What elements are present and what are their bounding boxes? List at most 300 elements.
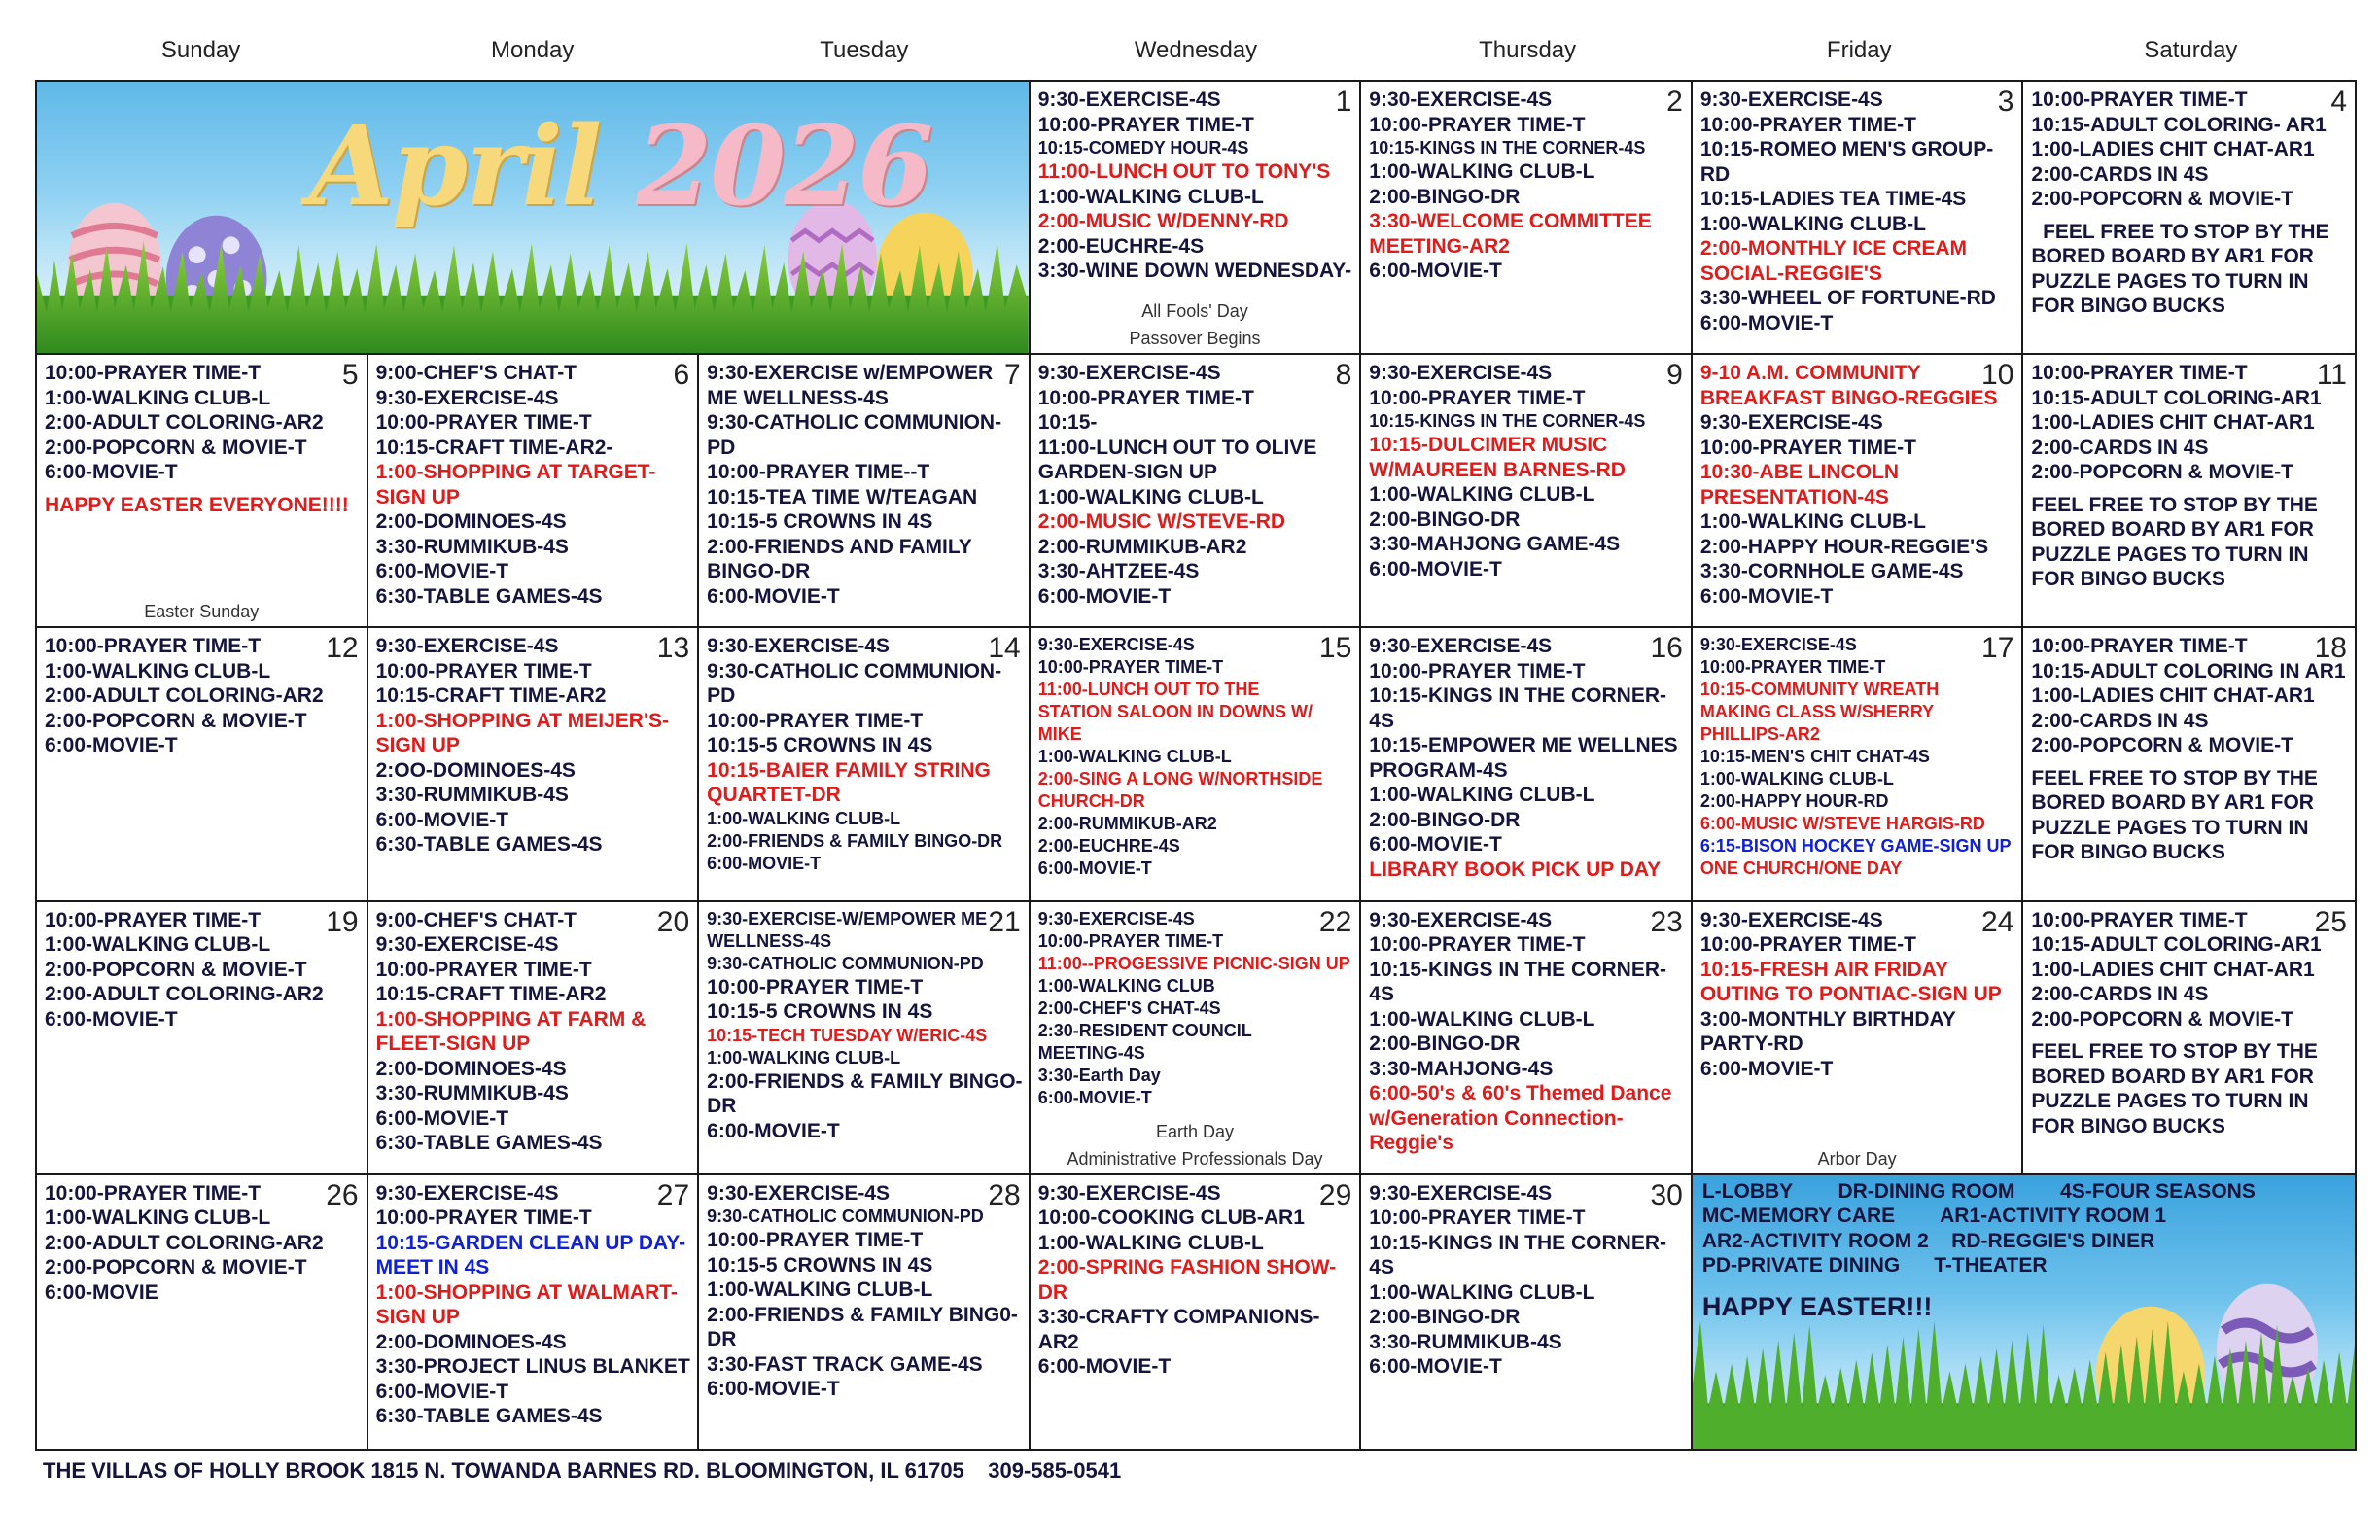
- event-line: 4S: [1369, 709, 1394, 732]
- event-line: 9:00-CHEF'S CHAT-T: [375, 908, 578, 931]
- event-line: 10:00-PRAYER TIME-T: [707, 975, 924, 998]
- day-cell: [2023, 355, 2355, 628]
- event-line: 9:30-EXERCISE-W/EMPOWER ME: [707, 908, 988, 928]
- event-line: 10:00-PRAYER TIME-T: [1699, 113, 1916, 136]
- event-line: SIGN UP: [375, 485, 460, 508]
- event-line: BINGO-DR: [707, 560, 811, 583]
- event-line: 10:15-CRAFT TIME-AR2: [375, 684, 607, 708]
- legend-easter-message: HAPPY EASTER!!!: [1701, 1291, 1933, 1321]
- event-line: 6:00-MOVIE-T: [707, 584, 840, 608]
- event-line: 10:15-KINGS IN THE CORNER-4S: [1369, 411, 1646, 432]
- event-line: 2:00-BINGO-DR: [1369, 185, 1521, 208]
- day-number: 26: [326, 1178, 359, 1211]
- event-line: 2:00-ADULT COLORING-AR2: [45, 983, 324, 1006]
- event-line: 3:30-RUMMIKUB-4S: [375, 535, 569, 558]
- event-line: 11:00-LUNCH OUT TO THE: [1037, 680, 1260, 700]
- day-cell: [1031, 82, 1362, 355]
- event-line: PUZZLE PAGES TO TURN IN: [2031, 542, 2309, 566]
- event-line: CHURCH-DR: [1037, 791, 1145, 812]
- event-line: 3:30-FAST TRACK GAME-4S: [707, 1352, 983, 1376]
- event-line: 9:30-EXERCISE-4S: [375, 386, 559, 409]
- event-line: MEET IN 4S: [375, 1256, 490, 1279]
- event-line: FEEL FREE TO STOP BY THE: [2031, 766, 2318, 789]
- event-line: PROGRAM-4S: [1369, 758, 1508, 782]
- event-line: 1:00-WALKING CLUB-L: [1369, 1280, 1595, 1304]
- event-line: 1:00-WALKING CLUB-L: [1699, 769, 1894, 789]
- event-line: 2:00-POPCORN & MOVIE-T: [2031, 461, 2293, 484]
- day-cell: [368, 902, 700, 1175]
- event-line: PRESENTATION-4S: [1699, 485, 1889, 508]
- event-line: 9:30-EXERCISE-4S: [375, 1181, 559, 1205]
- event-line: 2:00-FRIENDS & FAMILY BING0-: [707, 1303, 1018, 1326]
- event-line: 6:00-MUSIC W/STEVE HARGIS-RD: [1699, 814, 1985, 834]
- event-line: 10:15-5 CROWNS IN 4S: [707, 1253, 933, 1277]
- day-number: 6: [673, 359, 690, 392]
- day-cell: [2023, 902, 2355, 1175]
- event-line: 2:00-EUCHRE-4S: [1037, 234, 1205, 258]
- legend-row: L-LOBBY DR-DINING ROOM 4S-FOUR SEASONS: [1701, 1179, 2256, 1203]
- event-line: 6:00-MOVIE: [45, 1280, 158, 1304]
- month-banner: [37, 82, 1031, 355]
- event-line: 2:00-MUSIC W/DENNY-RD: [1037, 210, 1289, 232]
- event-line: 10:15-TEA TIME W/TEAGAN: [707, 485, 978, 508]
- event-line: 1:00-SHOPPING AT FARM &: [375, 1007, 647, 1031]
- event-line: 10:15-FRESH AIR FRIDAY: [1699, 958, 1949, 981]
- event-line: 3:30-WINE DOWN WEDNESDAY-: [1037, 260, 1352, 282]
- event-line: 10:15-ADULT COLORING- AR1: [2031, 113, 2327, 136]
- event-line: 6:00-MOVIE-T: [1369, 1355, 1502, 1379]
- event-line: BORED BOARD BY AR1 FOR: [2031, 518, 2314, 542]
- event-line: 10:15-TECH TUESDAY W/ERIC-4S: [707, 1025, 988, 1045]
- event-line: 6:00-MOVIE-T: [1037, 1087, 1152, 1107]
- event-line: 1:00-SHOPPING AT WALMART-: [375, 1280, 678, 1304]
- day-cell: [1693, 82, 2024, 355]
- event-line: 3:30-MAHJONG GAME-4S: [1369, 533, 1621, 556]
- event-line: 2:00-CARDS IN 4S: [2031, 983, 2209, 1006]
- day-cell: [1361, 82, 1693, 355]
- event-line: 10:15-KINGS IN THE CORNER-: [1369, 684, 1666, 708]
- weekday-sunday: Sunday: [160, 37, 241, 63]
- footer-address: THE VILLAS OF HOLLY BROOK 1815 N. TOWANDA BARNES RD. BLOOMINGTON, IL 61705 309-585-0541: [43, 1458, 1122, 1483]
- event-line: DR: [1037, 1280, 1068, 1304]
- event-line: 9:30-EXERCISE-4S: [1699, 411, 1883, 435]
- event-line: WELLNESS-4S: [707, 930, 832, 951]
- event-line: PUZZLE PAGES TO TURN IN: [2031, 1090, 2309, 1113]
- day-number: 5: [341, 359, 359, 392]
- day-number: 1: [1335, 86, 1352, 118]
- event-line: 10:00-PRAYER TIME-T: [1369, 933, 1586, 957]
- weekday-header: [35, 37, 2357, 68]
- day-cell: [2023, 82, 2355, 355]
- event-line: 1:00-WALKING CLUB-L: [707, 1047, 901, 1068]
- day-cell: [1693, 355, 2024, 628]
- event-line: 10:15-CRAFT TIME-AR2-: [375, 436, 613, 459]
- event-line: 9:30-EXERCISE-4S: [375, 933, 559, 957]
- event-line: 2:00-RUMMIKUB-AR2: [1037, 535, 1247, 558]
- event-line: 3:30-AHTZEE-4S: [1037, 560, 1200, 583]
- event-line: 6:00-MOVIE-T: [1369, 833, 1502, 857]
- event-line: 10:30-ABE LINCOLN: [1699, 461, 1900, 484]
- event-line: 10:00-PRAYER TIME-T: [1369, 113, 1586, 136]
- event-line: 1:00-WALKING CLUB-L: [1699, 212, 1927, 235]
- event-line: 1:00-LADIES CHIT CHAT-AR1: [2031, 411, 2315, 435]
- event-line: 10:00-PRAYER TIME-T: [1369, 1207, 1586, 1230]
- event-line: PARTY-RD: [1699, 1032, 1803, 1056]
- event-line: 1:00-WALKING CLUB-L: [707, 1278, 933, 1302]
- event-line: 10:00-PRAYER TIME-T: [1369, 386, 1586, 409]
- event-line: 2:00-CARDS IN 4S: [2031, 436, 2209, 459]
- day-number: 25: [2314, 905, 2347, 938]
- event-line: 6:00-MOVIE-T: [45, 461, 178, 484]
- event-line: 1:00-WALKING CLUB-L: [1369, 784, 1595, 807]
- event-line: PD: [707, 684, 736, 708]
- event-line: 10:15-MEN'S CHIT CHAT-4S: [1699, 747, 1930, 767]
- event-line: 11:00--PROGESSIVE PICNIC-SIGN UP: [1037, 953, 1350, 973]
- day-cell: [1361, 355, 1693, 628]
- event-line: 1:00-WALKING CLUB-L: [45, 659, 271, 682]
- day-number: 12: [326, 632, 359, 665]
- event-line: 6:00-50's & 60's Themed Dance: [1369, 1082, 1672, 1105]
- day-number: 8: [1335, 359, 1352, 392]
- event-line: 2:00-POPCORN & MOVIE-T: [2031, 1007, 2293, 1031]
- event-line: 2:00-MONTHLY ICE CREAM: [1699, 237, 1968, 260]
- event-line: 9:30-CATHOLIC COMMUNION-PD: [707, 953, 984, 973]
- holiday-label: All Fools' Day: [1141, 301, 1248, 322]
- event-line: 2:00-EUCHRE-4S: [1037, 836, 1180, 857]
- legend-row: AR2-ACTIVITY ROOM 2 RD-REGGIE'S DINER: [1701, 1229, 2155, 1252]
- event-line: 3:30-RUMMIKUB-4S: [1369, 1330, 1562, 1353]
- event-line: 3:00-MONTHLY BIRTHDAY: [1699, 1007, 1956, 1031]
- event-line: 9:30-EXERCISE-4S: [1699, 88, 1883, 111]
- day-number: 29: [1318, 1178, 1352, 1211]
- event-line: GARDEN-SIGN UP: [1037, 461, 1218, 484]
- weekday-saturday: Saturday: [2144, 37, 2238, 63]
- event-line: 10:00-PRAYER TIME-T: [1369, 659, 1586, 682]
- legend-row: PD-PRIVATE DINING T-THEATER: [1701, 1254, 2048, 1278]
- event-line: w/Generation Connection-: [1369, 1106, 1624, 1130]
- day-cell: [37, 1175, 368, 1449]
- day-number: 23: [1650, 905, 1683, 938]
- event-line: FEEL FREE TO STOP BY THE: [2031, 493, 2318, 516]
- event-line: 9:30-EXERCISE-4S: [707, 1181, 891, 1205]
- event-line: 10:00-PRAYER TIME-T: [375, 411, 592, 435]
- day-number: 9: [1666, 359, 1683, 392]
- event-line: MAKING CLASS W/SHERRY: [1699, 702, 1935, 722]
- event-line: 1:00-LADIES CHIT CHAT-AR1: [2031, 684, 2315, 708]
- event-line: 2:00-SING A LONG W/NORTHSIDE: [1037, 769, 1323, 789]
- holiday-label: Earth Day: [1155, 1121, 1235, 1141]
- event-line: 6:00-MOVIE-T: [1699, 584, 1834, 608]
- event-line: 9:30-EXERCISE-4S: [1369, 362, 1553, 385]
- day-cell: [368, 1175, 700, 1449]
- event-line: 1:00-WALKING CLUB-L: [45, 1207, 271, 1230]
- event-line: 3:30-PROJECT LINUS BLANKET: [375, 1355, 690, 1379]
- event-line: DR: [707, 1095, 737, 1118]
- weekday-wednesday: Wednesday: [1134, 37, 1258, 63]
- event-line: 6:00-MOVIE-T: [1369, 557, 1502, 580]
- event-line: 9:30-EXERCISE-4S: [1699, 908, 1883, 931]
- event-line: 9:30-EXERCISE-4S: [1699, 635, 1857, 655]
- event-line: BORED BOARD BY AR1 FOR: [2031, 245, 2314, 267]
- event-line: 10:15-COMMUNITY WREATH: [1699, 680, 1940, 700]
- event-line: ME WELLNESS-4S: [707, 386, 889, 409]
- event-line: BREAKFAST BINGO-REGGIES: [1699, 386, 1998, 409]
- holiday-label: Arbor Day: [1817, 1148, 1897, 1169]
- event-line: 3:30-RUMMIKUB-4S: [375, 784, 569, 807]
- event-line: 10:00-PRAYER TIME-T: [45, 908, 262, 931]
- day-number: 11: [2316, 359, 2347, 392]
- event-line: 10:00-PRAYER TIME-T: [2031, 88, 2248, 111]
- event-line: AR2: [1037, 1330, 1079, 1353]
- event-line: 2:00-BINGO-DR: [1369, 1306, 1521, 1329]
- event-line: 9:30-CATHOLIC COMMUNION-: [707, 411, 1002, 435]
- event-line: 2:00-CARDS IN 4S: [2031, 709, 2209, 732]
- event-line: 10:15-ROMEO MEN'S GROUP-: [1699, 138, 1994, 160]
- event-line: 9:30-EXERCISE-4S: [1037, 1181, 1221, 1205]
- day-number: 24: [1981, 905, 2014, 938]
- day-number: 16: [1650, 632, 1683, 665]
- event-line: MEETING-AR2: [1369, 234, 1510, 258]
- event-line: 10:00-PRAYER TIME-T: [1699, 933, 1916, 957]
- day-number: 4: [2330, 86, 2347, 118]
- day-cell: [699, 1175, 1031, 1449]
- event-line: 10:00-COOKING CLUB-AR1: [1037, 1207, 1305, 1230]
- event-line: 9:30-EXERCISE w/EMPOWER: [707, 362, 994, 385]
- holiday-label: Passover Begins: [1129, 329, 1261, 349]
- event-line: 6:00-MOVIE-T: [1369, 260, 1502, 282]
- event-line: 6:00-MOVIE-T: [707, 1378, 840, 1401]
- day-cell: [699, 902, 1031, 1175]
- event-line: 9:30-EXERCISE-4S: [1037, 635, 1195, 655]
- event-line: QUARTET-DR: [707, 784, 841, 807]
- event-line: 1:00-WALKING CLUB-L: [1699, 510, 1927, 534]
- event-line: ONE CHURCH/ONE DAY: [1699, 858, 1903, 879]
- event-line: 10:00-PRAYER TIME-T: [45, 1181, 262, 1205]
- event-line: 2:00-DOMINOES-4S: [375, 1330, 567, 1353]
- calendar-grid: [35, 80, 2357, 1451]
- event-line: 10:15-BAIER FAMILY STRING: [707, 758, 991, 782]
- event-line: 10:15-ADULT COLORING-AR1: [2031, 933, 2322, 957]
- event-line: 9:30-EXERCISE-4S: [1037, 908, 1195, 928]
- event-line: RD: [1699, 162, 1731, 186]
- event-line: 11:00-LUNCH OUT TO TONY'S: [1037, 160, 1331, 183]
- event-line: FOR BINGO BUCKS: [2031, 568, 2225, 591]
- event-line: 2:00-POPCORN & MOVIE-T: [45, 1256, 307, 1279]
- event-line: 1:00-WALKING CLUB-L: [45, 933, 271, 957]
- weekday-thursday: Thursday: [1479, 37, 1577, 63]
- event-line: 11:00-LUNCH OUT TO OLIVE: [1037, 436, 1317, 459]
- event-line: FOR BINGO BUCKS: [2031, 295, 2225, 317]
- event-line: 6:00-MOVIE-T: [45, 1007, 178, 1031]
- event-line: 2:00-ADULT COLORING-AR2: [45, 684, 324, 708]
- event-line: 6:00-MOVIE-T: [1037, 1355, 1172, 1379]
- event-line: 2:00-DOMINOES-4S: [375, 1057, 567, 1080]
- legend-box: [1693, 1175, 2355, 1449]
- event-line: Reggie's: [1369, 1132, 1453, 1155]
- event-line: MEETING-4S: [1037, 1042, 1145, 1063]
- event-line: 6:30-TABLE GAMES-4S: [375, 584, 603, 608]
- event-line: 6:00-MOVIE-T: [1037, 584, 1172, 608]
- event-line: 4S: [1369, 1256, 1394, 1279]
- event-line: 1:00-WALKING CLUB: [1037, 975, 1215, 996]
- event-line: 6:00-MOVIE-T: [375, 1106, 509, 1130]
- event-line: 1:00-WALKING CLUB-L: [45, 386, 271, 409]
- event-line: 2:00-POPCORN & MOVIE-T: [45, 958, 307, 981]
- day-cell: [1693, 628, 2024, 901]
- day-number: 30: [1650, 1178, 1683, 1211]
- event-line: 6:00-MOVIE-T: [375, 808, 509, 831]
- event-line: 10:00-PRAYER TIME-T: [1037, 657, 1224, 678]
- day-cell: [1031, 1175, 1362, 1449]
- event-line: 10:15-5 CROWNS IN 4S: [707, 1000, 933, 1024]
- event-line: 6:30-TABLE GAMES-4S: [375, 1405, 603, 1428]
- day-cell: [37, 628, 368, 901]
- event-line: 1:00-WALKING CLUB-L: [1037, 485, 1264, 508]
- event-line: 10:00-PRAYER TIME-T: [2031, 908, 2248, 931]
- event-line: 1:00-SHOPPING AT MEIJER'S-: [375, 709, 669, 732]
- event-line: 9-10 A.M. COMMUNITY: [1699, 362, 1921, 385]
- event-line: 10:15-LADIES TEA TIME-4S: [1699, 188, 1967, 210]
- day-cell: [699, 355, 1031, 628]
- event-line: 2:00-POPCORN & MOVIE-T: [2031, 188, 2293, 210]
- event-line: 6:00-MOVIE-T: [707, 1119, 840, 1142]
- event-line: FOR BINGO BUCKS: [2031, 1114, 2225, 1138]
- event-line: MIKE: [1037, 724, 1082, 745]
- event-line: 9:30-EXERCISE-4S: [1369, 635, 1553, 658]
- event-line: 2:OO-DOMINOES-4S: [375, 758, 576, 782]
- event-line: 9:30-EXERCISE-4S: [1037, 88, 1221, 111]
- holiday-label: Administrative Professionals Day: [1067, 1148, 1323, 1169]
- event-line: BORED BOARD BY AR1 FOR: [2031, 1065, 2314, 1088]
- event-line: 2:00-BINGO-DR: [1369, 1032, 1521, 1056]
- event-line: 2:00-BINGO-DR: [1369, 508, 1521, 531]
- day-number: 18: [2314, 632, 2347, 665]
- event-line: 6:00-MOVIE-T: [45, 734, 178, 757]
- day-number: 13: [656, 632, 690, 665]
- event-line: HAPPY EASTER EVERYONE!!!!: [45, 493, 349, 516]
- month-name: April: [309, 103, 601, 230]
- event-line: OUTING TO PONTIAC-SIGN UP: [1699, 983, 2002, 1006]
- event-line: 10:00-PRAYER TIME-T: [375, 659, 592, 682]
- event-line: 6:00-MOVIE-T: [375, 560, 509, 583]
- day-cell: [37, 902, 368, 1175]
- event-line: DR: [707, 1328, 737, 1351]
- event-line: 10:00-PRAYER TIME-T: [1699, 657, 1886, 678]
- event-line: 9:30-EXERCISE-4S: [707, 635, 891, 658]
- event-line: 1:00-WALKING CLUB-L: [1037, 747, 1232, 767]
- event-line: 6:15-BISON HOCKEY GAME-SIGN UP: [1699, 836, 2012, 857]
- event-line: 10:00-PRAYER TIME-T: [707, 1229, 924, 1252]
- event-line: 1:00-WALKING CLUB-L: [1369, 160, 1595, 183]
- day-number: 17: [1981, 632, 2014, 665]
- event-line: 10:15-CRAFT TIME-AR2: [375, 983, 607, 1006]
- event-line: SIGN UP: [375, 1306, 460, 1329]
- day-number: 28: [988, 1178, 1021, 1211]
- event-line: PD: [707, 436, 736, 459]
- event-line: 2:00-MUSIC W/STEVE-RD: [1037, 510, 1286, 534]
- day-cell: [368, 355, 700, 628]
- event-line: 2:30-RESIDENT COUNCIL: [1037, 1020, 1252, 1040]
- day-cell: [1693, 902, 2024, 1175]
- day-cell: [37, 355, 368, 628]
- event-line: 9:30-CATHOLIC COMMUNION-: [707, 659, 1002, 682]
- day-number: 14: [988, 632, 1021, 665]
- event-line: 10:15-ADULT COLORING IN AR1: [2031, 659, 2346, 682]
- event-line: 10:15-5 CROWNS IN 4S: [707, 510, 933, 534]
- event-line: 4S: [1369, 983, 1394, 1006]
- event-line: 10:00-PRAYER TIME--T: [707, 461, 930, 484]
- day-number: 19: [326, 905, 359, 938]
- event-line: 10:00-PRAYER TIME-T: [45, 635, 262, 658]
- event-line: 10:00-PRAYER TIME-T: [1037, 113, 1254, 136]
- day-number: 15: [1318, 632, 1352, 665]
- event-line: 2:00-RUMMIKUB-AR2: [1037, 814, 1217, 834]
- event-line: 6:30-TABLE GAMES-4S: [375, 1132, 603, 1155]
- day-number: 3: [1997, 86, 2014, 118]
- event-line: LIBRARY BOOK PICK UP DAY: [1369, 858, 1662, 881]
- event-line: 2:00-DOMINOES-4S: [375, 510, 567, 534]
- day-number: 10: [1981, 359, 2014, 392]
- event-line: 1:00-SHOPPING AT TARGET-: [375, 461, 656, 484]
- event-line: 2:00-FRIENDS & FAMILY BINGO-: [707, 1069, 1023, 1093]
- event-line: 10:00-PRAYER TIME-T: [1037, 386, 1254, 409]
- event-line: STATION SALOON IN DOWNS W/: [1037, 702, 1313, 722]
- event-line: 2:00-CHEF'S CHAT-4S: [1037, 998, 1221, 1018]
- day-cell: [1031, 355, 1362, 628]
- event-line: W/MAUREEN BARNES-RD: [1369, 458, 1626, 481]
- day-cell: [1361, 902, 1693, 1175]
- event-line: 2:00-POPCORN & MOVIE-T: [45, 436, 307, 459]
- event-line: 9:30-EXERCISE-4S: [375, 635, 559, 658]
- event-line: 2:00-SPRING FASHION SHOW-: [1037, 1256, 1337, 1279]
- day-number: 22: [1318, 905, 1352, 938]
- event-line: 10:00-PRAYER TIME-T: [375, 958, 592, 981]
- event-line: 2:00-ADULT COLORING-AR2: [45, 1231, 324, 1254]
- holiday-label: Easter Sunday: [144, 602, 260, 622]
- event-line: 10:15-KINGS IN THE CORNER-4S: [1369, 138, 1646, 158]
- day-cell: [1031, 902, 1362, 1175]
- event-line: 10:15-EMPOWER ME WELLNES: [1369, 734, 1678, 757]
- event-line: PUZZLE PAGES TO TURN IN: [2031, 816, 2309, 839]
- event-line: 10:15-GARDEN CLEAN UP DAY-: [375, 1231, 686, 1254]
- event-line: 10:15-DULCIMER MUSIC: [1369, 434, 1608, 457]
- event-line: 9:00-CHEF'S CHAT-T: [375, 362, 578, 385]
- event-line: 10:00-PRAYER TIME-T: [1699, 436, 1916, 459]
- event-line: 9:30-EXERCISE-4S: [1369, 908, 1553, 931]
- day-cell: [1361, 1175, 1693, 1449]
- event-line: 10:00-PRAYER TIME-T: [707, 709, 924, 732]
- event-line: 1:00-WALKING CLUB-L: [1037, 1231, 1264, 1254]
- day-number: 27: [656, 1178, 690, 1211]
- event-line: BORED BOARD BY AR1 FOR: [2031, 791, 2314, 815]
- event-line: 9:30-CATHOLIC COMMUNION-PD: [707, 1207, 984, 1227]
- event-line: 3:30-WELCOME COMMITTEE: [1369, 210, 1652, 232]
- event-line: 10:00-PRAYER TIME-T: [1037, 930, 1224, 951]
- event-line: 6:00-MOVIE-T: [1699, 311, 1834, 334]
- event-line: FEEL FREE TO STOP BY THE: [2031, 220, 2329, 243]
- event-line: 3:30-CORNHOLE GAME-4S: [1699, 560, 1964, 583]
- event-line: 10:15-KINGS IN THE CORNER-: [1369, 958, 1666, 981]
- event-line: 10:15-ADULT COLORING-AR1: [2031, 386, 2322, 409]
- event-line: 2:00-POPCORN & MOVIE-T: [45, 709, 307, 732]
- event-line: 3:30-WHEEL OF FORTUNE-RD: [1699, 287, 1996, 309]
- day-number: 7: [1004, 359, 1021, 392]
- event-line: 6:00-MOVIE-T: [375, 1380, 509, 1403]
- event-line: 10:15-5 CROWNS IN 4S: [707, 734, 933, 757]
- event-line: FEEL FREE TO STOP BY THE: [2031, 1040, 2318, 1064]
- event-line: 2:00-FRIENDS & FAMILY BINGO-DR: [707, 830, 1003, 851]
- event-line: PUZZLE PAGES TO TURN IN: [2031, 269, 2309, 293]
